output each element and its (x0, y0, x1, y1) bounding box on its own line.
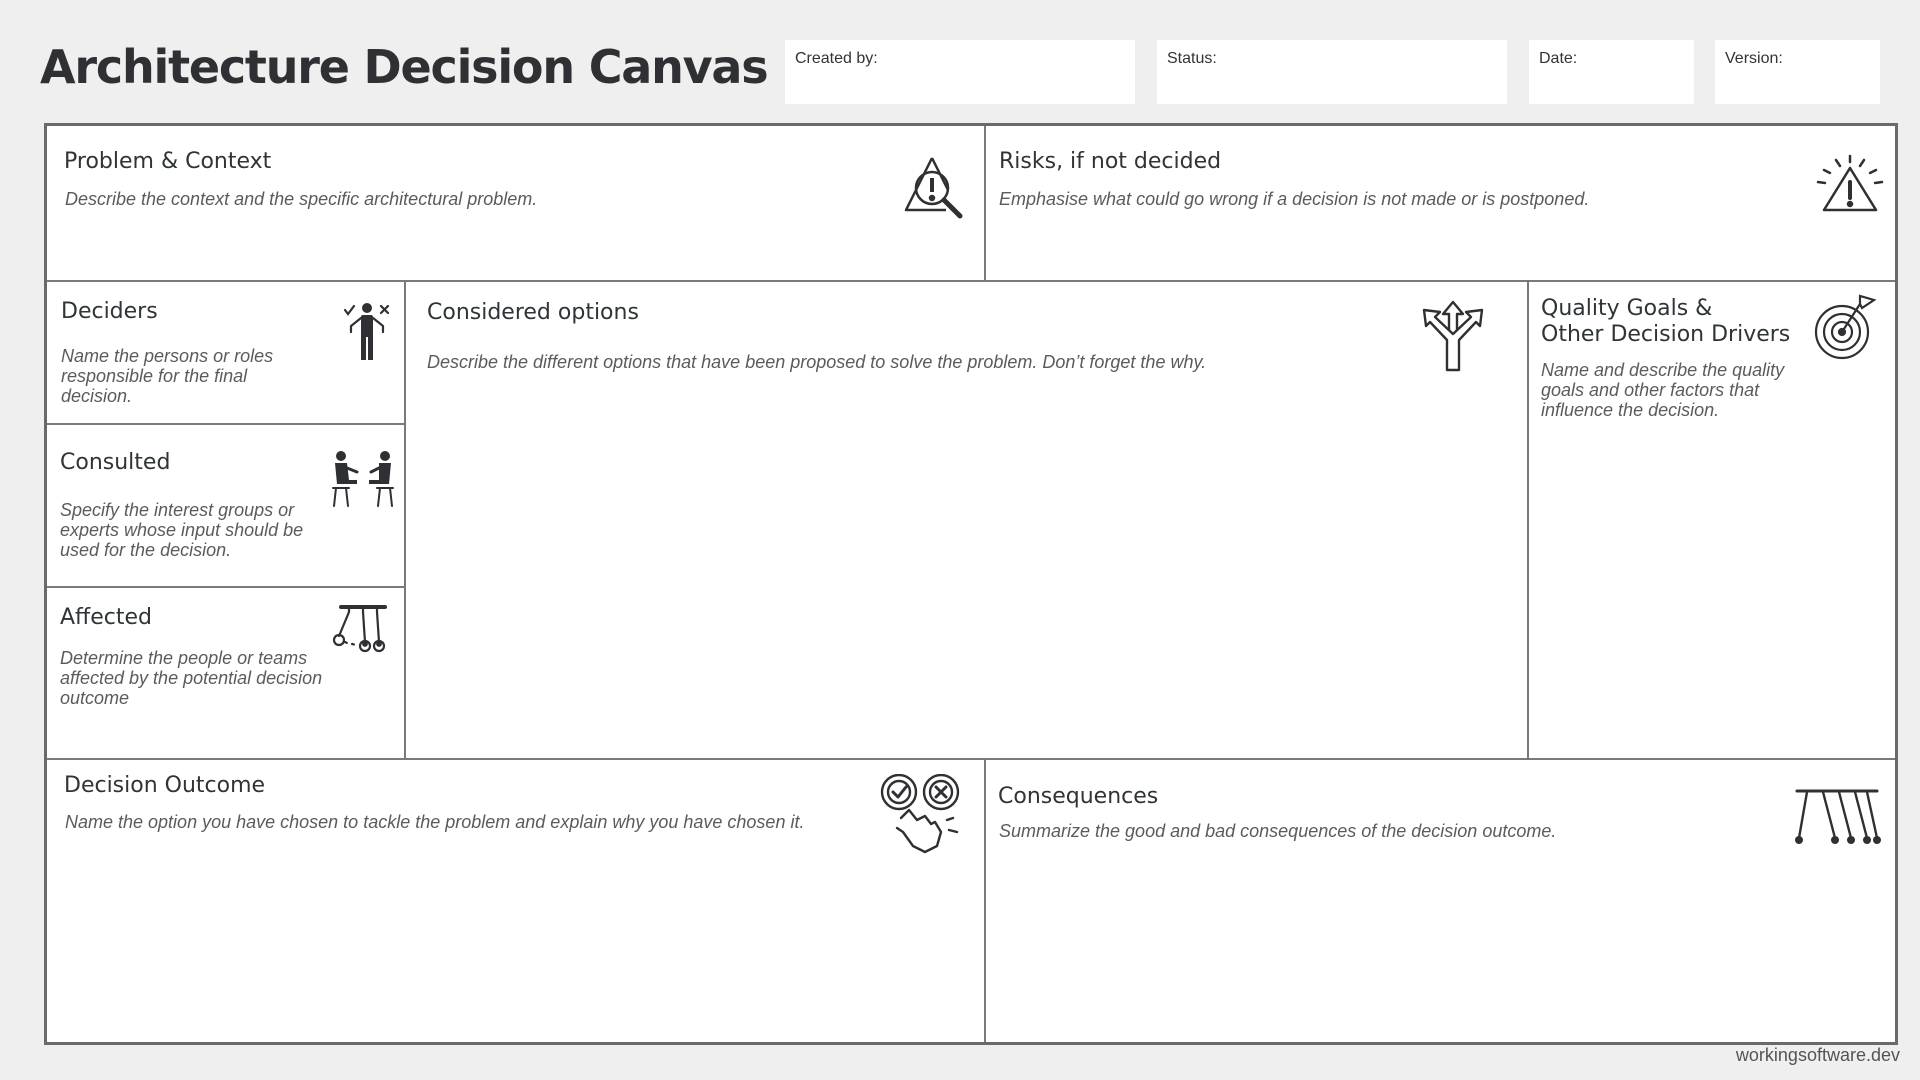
considered-options-description: Describe the different options that have been proposed to solve the problem. Don’t forget the why. (427, 352, 1207, 372)
version-field[interactable] (1715, 40, 1880, 104)
quality-goals-description: Name and describe the quality goals and other factors that influence the decision. (1541, 360, 1785, 421)
deciders-description: Name the persons or roles responsible for the final decision. (61, 346, 274, 407)
consulted-description: Specify the interest groups or experts whose input should be used for the decision. (60, 500, 304, 561)
newton-cradle-icon (1793, 788, 1881, 846)
consequences-section[interactable] (986, 760, 1895, 1042)
date-field[interactable] (1529, 40, 1694, 104)
alert-triangle-icon (1816, 154, 1884, 214)
version-label: Version: (1725, 50, 1783, 67)
decision-canvas (44, 123, 1898, 1045)
decision-outcome-section[interactable] (47, 760, 984, 1042)
quality-goals-title-line1: Quality Goals & (1541, 296, 1713, 321)
decision-outcome-description: Name the option you have chosen to tackle the problem and explain why you have chosen it. (65, 812, 805, 832)
affected-title: Affected (60, 605, 152, 630)
footer-attribution: workingsoftware.dev (1735, 1045, 1900, 1065)
consequences-title: Consequences (998, 784, 1159, 809)
consulted-section[interactable] (47, 425, 404, 586)
branching-arrows-icon (1418, 300, 1488, 372)
warning-magnifier-icon (902, 154, 968, 220)
affected-section[interactable] (47, 588, 404, 758)
status-label: Status: (1167, 50, 1217, 67)
quality-goals-section[interactable] (1529, 282, 1895, 758)
deciders-title: Deciders (61, 299, 158, 324)
two-people-talking-icon (329, 450, 397, 508)
problem-context-section[interactable] (47, 126, 984, 280)
problem-context-description: Describe the context and the specific architectural problem. (65, 189, 538, 209)
date-label: Date: (1539, 50, 1578, 67)
created-by-field[interactable] (785, 40, 1135, 104)
quality-goals-title-line2: Other Decision Drivers (1541, 321, 1791, 347)
hand-choose-check-cross-icon (879, 774, 963, 854)
risks-description: Emphasise what could go wrong if a decision is not made or is postponed. (999, 189, 1590, 209)
consequences-description: Summarize the good and bad consequences of the decision outcome. (999, 821, 1557, 841)
risks-section[interactable] (986, 126, 1895, 280)
person-decision-icon (342, 300, 392, 362)
consulted-title: Consulted (60, 450, 171, 475)
considered-options-section[interactable] (406, 282, 1527, 758)
considered-options-title: Considered options (427, 300, 639, 325)
risks-title: Risks, if not decided (999, 149, 1222, 174)
decision-outcome-title: Decision Outcome (64, 773, 266, 798)
target-flag-icon (1812, 294, 1878, 362)
newton-cradle-people-icon (329, 604, 387, 654)
status-field[interactable] (1157, 40, 1507, 104)
quality-goals-title (1541, 296, 1790, 348)
page-title: Architecture Decision Canvas (40, 40, 768, 94)
problem-context-title: Problem & Context (64, 149, 272, 174)
created-by-label: Created by: (795, 50, 878, 67)
affected-description: Determine the people or teams affected by the potential decision outcome (60, 648, 323, 709)
deciders-section[interactable] (47, 282, 404, 423)
